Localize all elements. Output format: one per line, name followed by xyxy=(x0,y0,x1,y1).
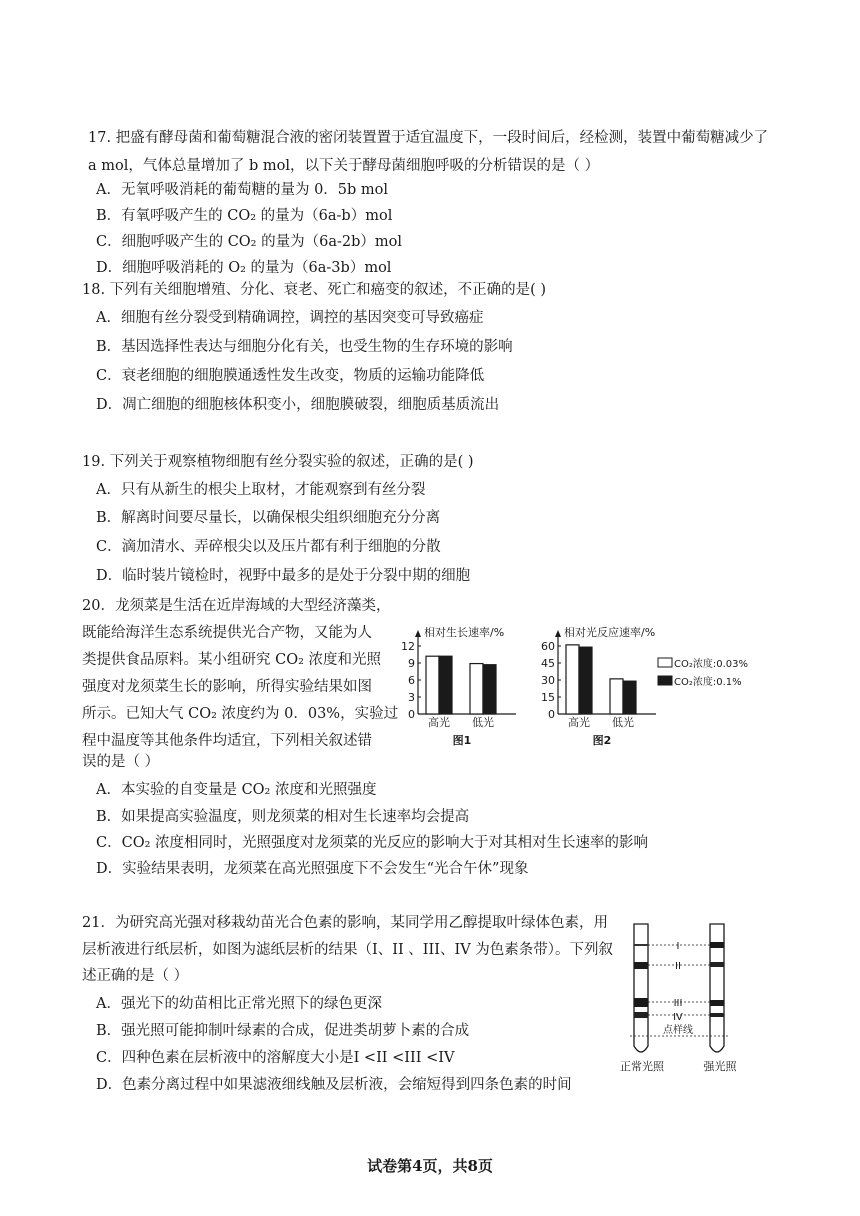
q17-option-c: C．细胞呼吸产生的 CO₂ 的量为（6a-2b）mol xyxy=(96,234,402,250)
q21-option-a: A．强光下的幼苗相比正常光照下的绿色更深 xyxy=(96,996,382,1012)
q17-stem-line2: a mol，气体总量增加了 b mol，以下关于酵母菌细胞呼吸的分析错误的是（ ） xyxy=(88,158,600,174)
x-category-label: 高光 xyxy=(568,716,590,729)
strip-strong-light xyxy=(710,924,724,1052)
y-tick-label: 0 xyxy=(408,708,415,721)
q19-option-b: B．解离时间要尽量长，以确保根尖组织细胞充分分离 xyxy=(96,510,441,526)
y-tick-label: 45 xyxy=(541,657,555,670)
bar-高光-series1 xyxy=(566,645,579,714)
band-label-iii: III xyxy=(673,998,683,1009)
bar-低光-series2 xyxy=(623,681,636,714)
q18-option-b: B．基因选择性表达与细胞分化有关，也受生物的生存环境的影响 xyxy=(96,339,513,355)
x-category-label: 低光 xyxy=(472,716,494,729)
legend-label-2: CO₂浓度:0.1% xyxy=(674,677,742,688)
q21-stem-line1: 21．为研究高光强对移栽幼苗光合色素的影响，某同学用乙醇提取叶绿体色素，用 xyxy=(82,915,608,931)
bar-低光-series1 xyxy=(610,679,623,714)
band-label-i: I xyxy=(676,941,680,952)
band-iii-normal xyxy=(634,998,648,1007)
y-tick-label: 0 xyxy=(548,708,555,721)
legend-swatch-1 xyxy=(658,658,672,667)
q18-option-a: A．细胞有丝分裂受到精确调控，调控的基因突变可导致癌症 xyxy=(96,310,484,326)
y-axis-arrow xyxy=(415,630,421,637)
band-iv-normal xyxy=(634,1012,648,1018)
y-axis-arrow xyxy=(555,630,561,637)
q20-stem-line7: 误的是（ ） xyxy=(82,754,160,770)
q20-option-b: B．如果提高实验温度，则龙须菜的相对生长速率均会提高 xyxy=(96,809,470,825)
q18-option-d: D．凋亡细胞的细胞核体积变小，细胞膜破裂，细胞质基质流出 xyxy=(96,397,500,413)
q20-stem-line2: 既能给海洋生态系统提供光合产物，又能为人 xyxy=(82,625,372,641)
q20-option-c: C．CO₂ 浓度相同时，光照强度对龙须菜的光反应的影响大于对其相对生长速率的影响 xyxy=(96,835,648,851)
y-axis-label: 相对光反应速率/% xyxy=(564,626,656,639)
q20-bar-charts xyxy=(396,622,766,752)
q20-stem-line5: 所示。已知大气 CO₂ 浓度约为 0．03%，实验过 xyxy=(82,706,399,722)
q21-option-d: D．色素分离过程中如果滤液细线触及层析液，会缩短得到四条色素的时间 xyxy=(96,1077,572,1093)
origin-line-label: 点样线 xyxy=(663,1025,693,1036)
page-footer: 试卷第4页，共8页 xyxy=(367,1157,493,1175)
y-tick-label: 3 xyxy=(408,691,415,704)
y-tick-label: 6 xyxy=(408,674,415,687)
chromatography-figure xyxy=(612,918,752,1078)
q20-stem-line6: 程中温度等其他条件均适宜，下列相关叙述错 xyxy=(82,733,372,749)
q19-stem: 19. 下列关于观察植物细胞有丝分裂实验的叙述，正确的是( ) xyxy=(82,454,474,470)
strip-label-strong: 强光照 xyxy=(703,1060,737,1073)
y-tick-label: 60 xyxy=(541,640,555,653)
band-ii-normal xyxy=(634,962,648,969)
chart-legend xyxy=(658,657,748,688)
q20-stem-line4: 强度对龙须菜生长的影响，所得实验结果如图 xyxy=(82,679,372,695)
band-ii-strong xyxy=(710,962,724,967)
legend-label-1: CO₂浓度:0.03% xyxy=(674,659,748,670)
x-category-label: 高光 xyxy=(428,716,450,729)
band-label-iv: IV xyxy=(673,1012,683,1023)
q17-stem-line1: 17. 把盛有酵母菌和葡萄糖混合液的密闭装置置于适宜温度下，一段时间后，经检测，装置中葡萄糖减少了 xyxy=(88,130,769,146)
y-tick-label: 12 xyxy=(401,640,415,653)
q17-option-b: B．有氧呼吸产生的 CO₂ 的量为（6a-b）mol xyxy=(96,208,393,224)
chart-fig2 xyxy=(541,625,656,747)
band-label-ii: II xyxy=(675,961,681,972)
q19-option-d: D．临时装片镜检时，视野中最多的是处于分裂中期的细胞 xyxy=(96,568,471,584)
chart-fig1 xyxy=(401,625,516,747)
band-iv-strong xyxy=(710,1013,724,1017)
strip-label-normal: 正常光照 xyxy=(620,1060,664,1073)
legend-swatch-2 xyxy=(658,676,672,685)
bar-高光-series2 xyxy=(439,656,452,714)
q20-stem-line1: 20．龙须菜是生活在近岸海域的大型经济藻类， xyxy=(82,598,391,614)
chart-caption: 图2 xyxy=(592,734,612,747)
q18-option-c: C．衰老细胞的细胞膜通透性发生改变，物质的运输功能降低 xyxy=(96,368,485,384)
bar-低光-series1 xyxy=(470,664,483,714)
q19-option-c: C．滴加清水、弄碎根尖以及压片都有利于细胞的分散 xyxy=(96,539,441,555)
bar-低光-series2 xyxy=(483,665,496,714)
y-tick-label: 15 xyxy=(541,691,555,704)
q20-option-d: D．实验结果表明，龙须菜在高光照强度下不会发生“光合午休”现象 xyxy=(96,861,529,877)
strip-normal-light xyxy=(634,924,648,1052)
band-iii-strong xyxy=(710,1000,724,1006)
bar-高光-series2 xyxy=(579,647,592,714)
y-axis-label: 相对生长速率/% xyxy=(424,626,505,639)
q21-stem-line3: 述正确的是（ ） xyxy=(82,968,189,984)
chart-caption: 图1 xyxy=(452,734,472,747)
y-tick-label: 9 xyxy=(408,657,415,670)
x-category-label: 低光 xyxy=(612,716,634,729)
q21-stem-line2: 层析液进行纸层析，如图为滤纸层析的结果（I、II 、III、IV 为色素条带）。下列叙 xyxy=(82,942,614,958)
q20-option-a: A．本实验的自变量是 CO₂ 浓度和光照强度 xyxy=(96,782,377,798)
band-i-normal xyxy=(634,944,648,946)
q18-stem: 18. 下列有关细胞增殖、分化、衰老、死亡和癌变的叙述，不正确的是( ) xyxy=(82,282,547,298)
band-i-strong xyxy=(710,942,724,948)
q20-stem-line3: 类提供食品原料。某小组研究 CO₂ 浓度和光照 xyxy=(82,652,382,668)
bar-高光-series1 xyxy=(426,656,439,714)
q17-option-d: D．细胞呼吸消耗的 O₂ 的量为（6a-3b）mol xyxy=(96,260,392,276)
q21-option-c: C．四种色素在层析液中的溶解度大小是I <II <III <IV xyxy=(96,1050,455,1066)
q21-option-b: B．强光照可能抑制叶绿素的合成，促进类胡萝卜素的合成 xyxy=(96,1023,470,1039)
q17-option-a: A．无氧呼吸消耗的葡萄糖的量为 0．5b mol xyxy=(96,182,389,198)
q19-option-a: A．只有从新生的根尖上取材，才能观察到有丝分裂 xyxy=(96,482,426,498)
y-tick-label: 30 xyxy=(541,674,555,687)
